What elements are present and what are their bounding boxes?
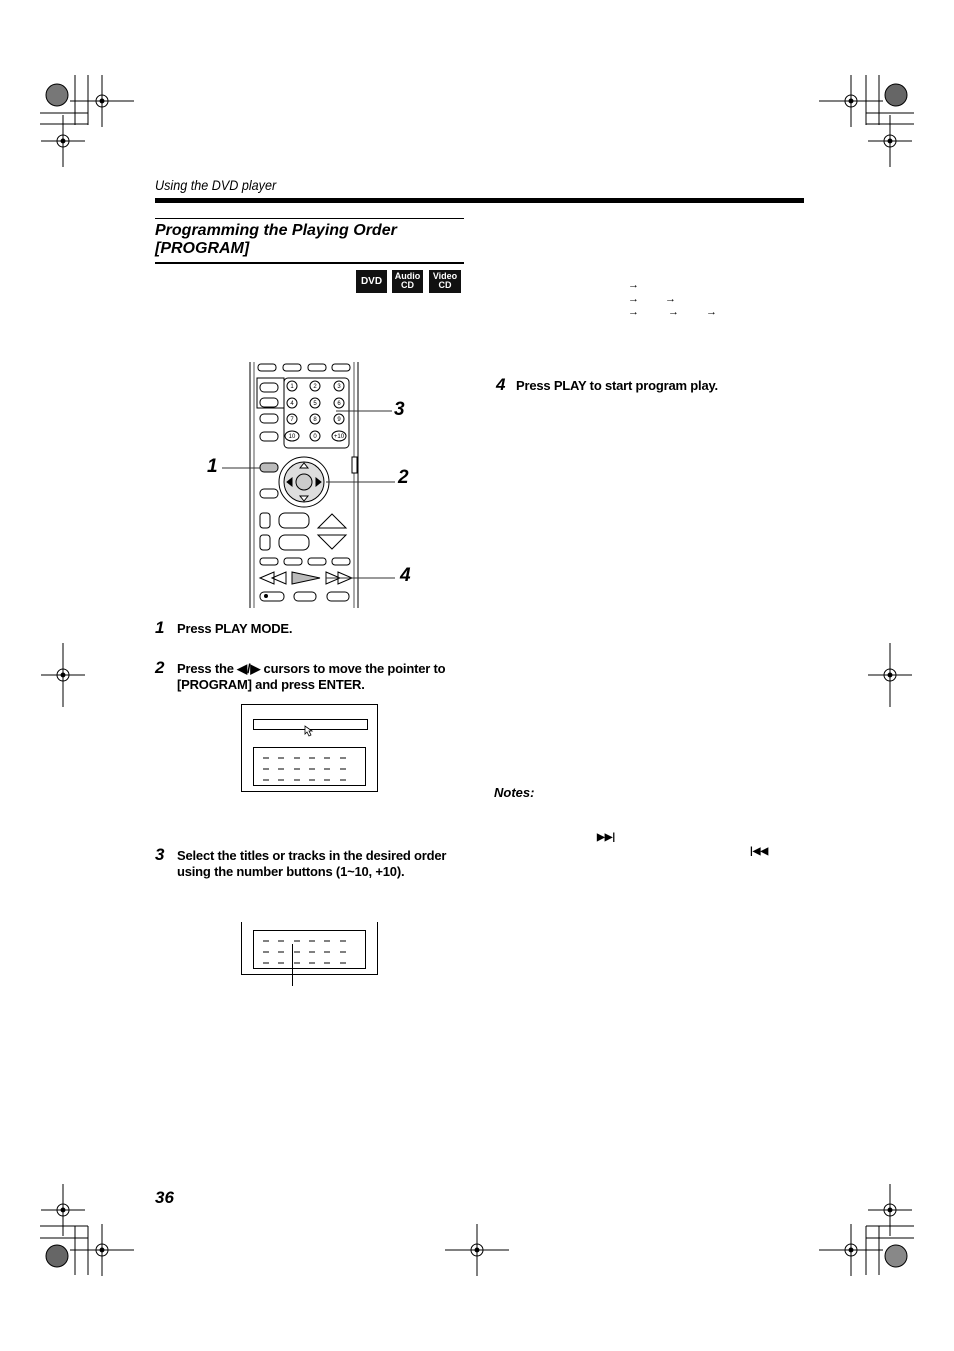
key-10: 10 [288,434,296,440]
key-8: 8 [313,417,317,423]
key-plus10: +10 [333,434,345,440]
arrow-icon: → [665,293,676,305]
key-1: 1 [290,384,294,390]
notes-heading: Notes: [494,785,535,800]
step-3-text: Select the titles or tracks in the desired order using the number buttons (1~10, +10). [177,848,447,879]
key-3: 3 [337,384,341,390]
step-2-text: Press the ◀/▶ cursors to move the pointer to [PROGRAM] and press ENTER. [177,661,446,692]
key-5: 5 [313,401,317,407]
arrow-icon: → [668,306,679,318]
pointer-line [292,944,293,986]
program-grid [253,747,366,786]
badge-video-cd: Video CD [429,270,461,293]
arrow-icon: → [628,293,639,305]
page-number: 36 [155,1188,174,1207]
callout-lines [220,405,400,585]
callout-1: 1 [207,456,218,477]
step-3-number: 3 [155,845,165,864]
arrow-icon: → [628,306,639,318]
arrow-icon: → [628,279,639,291]
title-top-rule [155,218,464,219]
section-title: Programming the Playing Order [PROGRAM] [155,222,397,257]
key-2: 2 [313,384,317,390]
badge-audio-cd: Audio CD [392,270,423,293]
key-9: 9 [337,417,341,423]
key-6: 6 [337,401,341,407]
callout-3: 3 [394,399,405,420]
program-grid [253,930,366,969]
step-4-text: Press PLAY to start program play. [516,378,718,393]
key-0: 0 [313,434,317,440]
section-header: Using the DVD player [155,177,277,193]
step-4-number: 4 [496,375,506,394]
step-2-number: 2 [155,658,165,677]
callout-4: 4 [400,565,411,586]
step-1-text: Press PLAY MODE. [177,621,293,636]
badge-dvd: DVD [356,270,387,293]
program-menu-screen [241,704,378,792]
key-7: 7 [290,417,294,423]
header-rule [155,198,804,203]
skip-forward-icon: ▶▶| [597,832,616,843]
title-bottom-rule [155,262,464,264]
callout-2: 2 [398,467,409,488]
program-entry-screen [241,922,378,975]
key-4: 4 [290,401,294,407]
step-1-number: 1 [155,618,165,637]
arrow-icon: → [706,306,717,318]
skip-back-icon: |◀◀ [750,846,769,857]
pointer-icon [304,725,316,737]
